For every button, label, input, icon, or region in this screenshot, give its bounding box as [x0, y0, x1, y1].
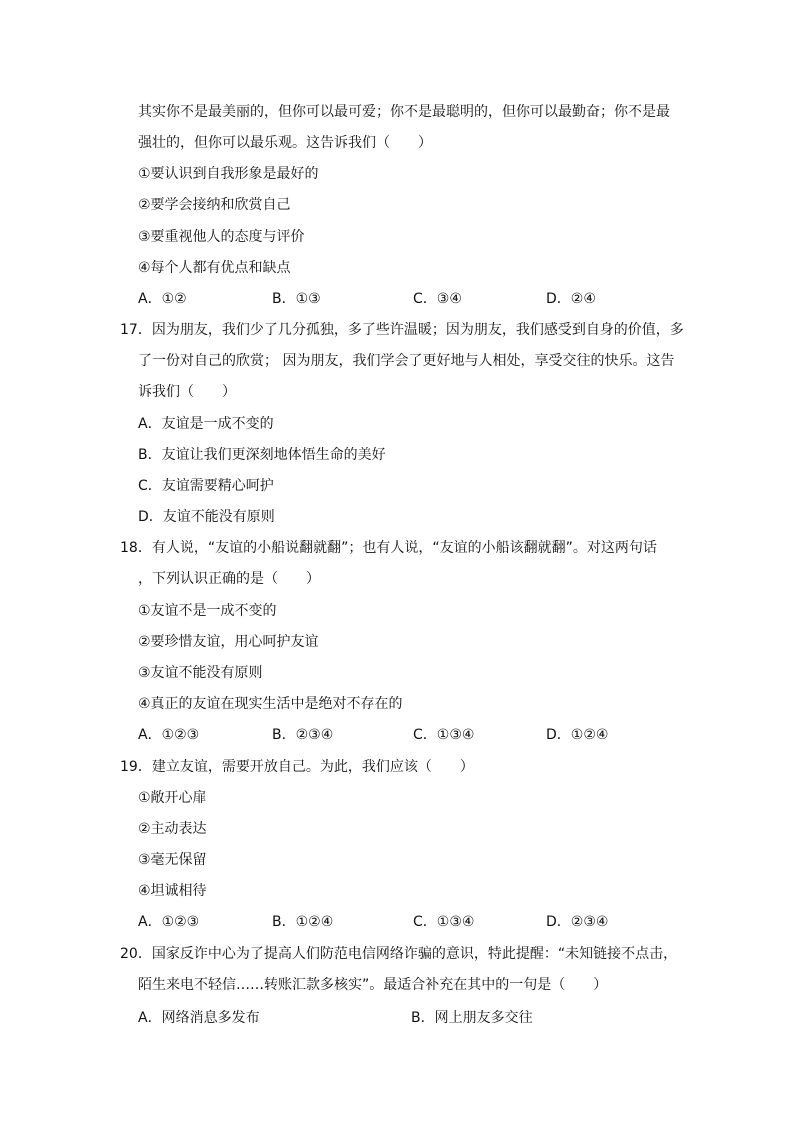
- q16-choice-a[interactable]: A．①②: [138, 291, 187, 307]
- q20-stem-line-1: 20．国家反诈中心为了提高人们防范电信网络诈骗的意识，特此提醒：“未知链接不点击，: [120, 946, 678, 962]
- q16-choice-b[interactable]: B．①③: [272, 291, 321, 307]
- q16-statement-1: ①要认识到自我形象是最好的: [138, 166, 319, 182]
- q18-choice-d[interactable]: D．①②④: [546, 727, 609, 743]
- q18-choice-b[interactable]: B．②③④: [272, 727, 334, 743]
- q17-option-b[interactable]: B．友谊让我们更深刻地体悟生命的美好: [138, 447, 386, 463]
- q16-stem-line-2: 强壮的，但你可以最乐观。这告诉我们（ ）: [138, 135, 432, 151]
- q16-statement-4: ④每个人都有优点和缺点: [138, 260, 291, 276]
- q20-stem-line-2: 陌生来电不轻信……转账汇款多核实”。最适合补充在其中的一句是（ ）: [138, 977, 608, 993]
- q19-choice-a[interactable]: A．①②③: [138, 914, 200, 930]
- q18-statement-1: ①友谊不是一成不变的: [138, 603, 277, 619]
- q19-statement-1: ①敞开心扉: [138, 790, 207, 806]
- q16-statement-3: ③要重视他人的态度与评价: [138, 229, 305, 245]
- q17-option-a[interactable]: A．友谊是一成不变的: [138, 416, 274, 432]
- q16-choice-c[interactable]: C．③④: [413, 291, 462, 307]
- q19-statement-2: ②主动表达: [138, 821, 207, 837]
- q19-statement-3: ③毫无保留: [138, 852, 207, 868]
- q18-statement-4: ④真正的友谊在现实生活中是绝对不存在的: [138, 696, 403, 712]
- q19-choice-b[interactable]: B．①②④: [272, 914, 334, 930]
- q20-choices: [138, 1008, 698, 1028]
- q18-stem-line-2: ，下列认识正确的是（ ）: [138, 571, 320, 587]
- q16-choice-d[interactable]: D．②④: [546, 291, 596, 307]
- q16-choices: [138, 289, 698, 309]
- q19-stem-line-1: 19．建立友谊，需要开放自己。为此，我们应该（ ）: [120, 759, 474, 775]
- q18-choice-a[interactable]: A．①②③: [138, 727, 200, 743]
- q20-choice-a[interactable]: A．网络消息多发布: [138, 1010, 260, 1026]
- q18-choices: [138, 725, 698, 745]
- q17-option-c[interactable]: C．友谊需要精心呵护: [138, 478, 274, 494]
- q18-statement-2: ②要珍惜友谊，用心呵护友谊: [138, 634, 319, 650]
- q17-stem-line-2: 了一份对自己的欣赏； 因为朋友，我们学会了更好地与人相处，享受交往的快乐。这告: [138, 353, 675, 369]
- q16-stem-line-1: 其实你不是最美丽的，但你可以最可爱；你不是最聪明的，但你可以最勤奋；你不是最: [138, 104, 670, 120]
- q18-choice-c[interactable]: C．①③④: [413, 727, 475, 743]
- q18-stem-line-1: 18．有人说，“友谊的小船说翻就翻”；也有人说，“友谊的小船该翻就翻”。对这两句话: [120, 540, 657, 556]
- q17-stem-line-3: 诉我们（ ）: [138, 384, 236, 400]
- q19-choices: [138, 912, 698, 932]
- q19-choice-d[interactable]: D．②③④: [546, 914, 609, 930]
- q17-option-d[interactable]: D．友谊不能没有原则: [138, 509, 275, 525]
- q19-choice-c[interactable]: C．①③④: [413, 914, 475, 930]
- q17-stem-line-1: 17．因为朋友，我们少了几分孤独，多了些许温暖；因为朋友，我们感受到自身的价值，多: [120, 322, 684, 338]
- q16-statement-2: ②要学会接纳和欣赏自己: [138, 197, 291, 213]
- q18-statement-3: ③友谊不能没有原则: [138, 665, 263, 681]
- q20-choice-b[interactable]: B．网上朋友多交往: [411, 1010, 533, 1026]
- q19-statement-4: ④坦诚相待: [138, 883, 207, 899]
